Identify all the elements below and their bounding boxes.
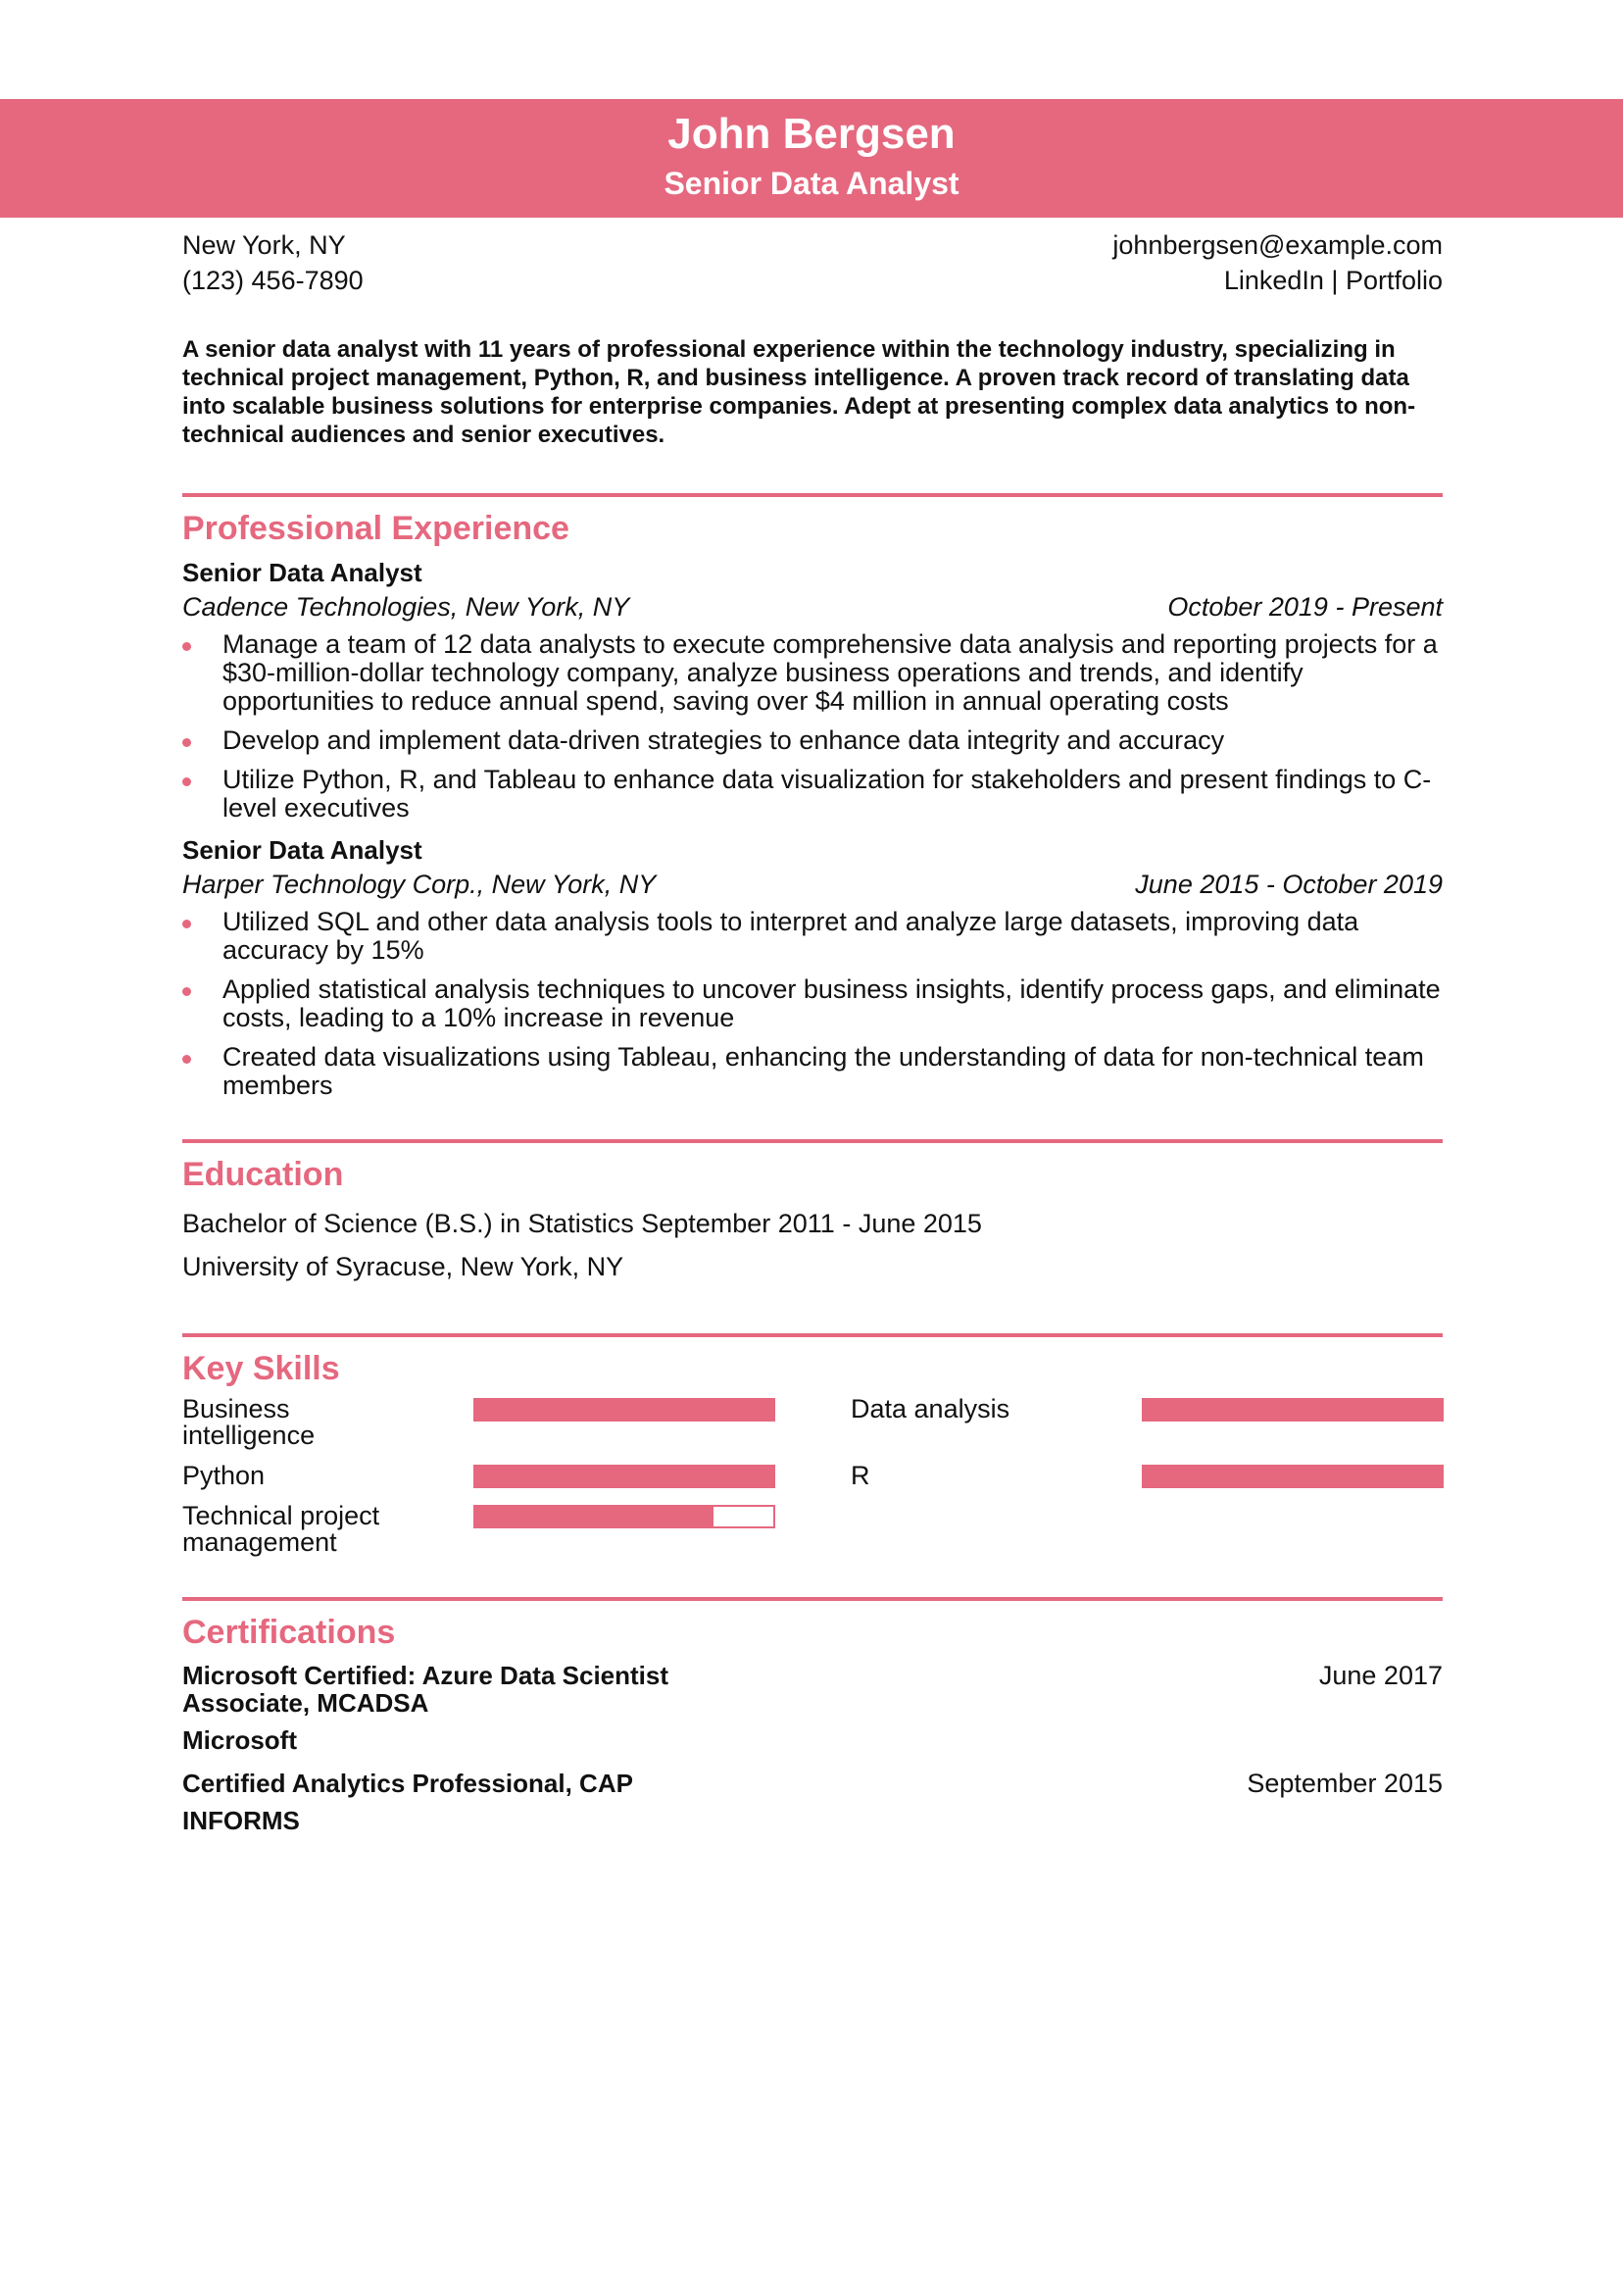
cert-date: September 2015 xyxy=(1247,1769,1443,1798)
skill-bar xyxy=(473,1398,775,1422)
contact-left xyxy=(182,227,364,298)
summary: A senior data analyst with 11 years of professional experience within the technology industry, specializing in technical project management, Python, R, and business intelligence. A proven track record of translating data into scalable business solutions for enterprise companies. Adept at presenting complex data analytics to non-technical audiences and senior executives. xyxy=(182,336,1416,448)
experience-heading: Professional Experience xyxy=(182,510,569,547)
resume-body xyxy=(182,227,1443,1850)
skills-heading: Key Skills xyxy=(182,1350,340,1387)
bullet-item xyxy=(182,630,1443,716)
bullet-item xyxy=(182,975,1443,1032)
bullet-text: Created data visualizations using Tableau, enhancing the understanding of data for non-technical team members xyxy=(222,1042,1424,1100)
bullet-dot-icon xyxy=(182,738,191,747)
skill-bar xyxy=(1142,1465,1444,1488)
job-company: Harper Technology Corp., New York, NY xyxy=(182,870,657,899)
location: New York, NY xyxy=(182,230,346,260)
cert-issuer: Microsoft xyxy=(182,1725,297,1755)
certifications-section xyxy=(182,1597,1443,1838)
skill-name: Technical project management xyxy=(182,1501,380,1557)
skill-fill xyxy=(475,1507,713,1526)
contact-block xyxy=(182,227,1443,298)
job-entry xyxy=(182,556,1443,823)
education-section xyxy=(182,1139,1443,1288)
bullet-dot-icon xyxy=(182,642,191,651)
job-title: Senior Data Analyst xyxy=(182,835,422,865)
skill-fill xyxy=(475,1467,773,1486)
certifications-heading: Certifications xyxy=(182,1614,396,1651)
skill-name: R xyxy=(851,1461,870,1490)
bullet-dot-icon xyxy=(182,1055,191,1064)
bullet-text: Develop and implement data-driven strategies to enhance data integrity and accuracy xyxy=(222,725,1225,755)
job-entry xyxy=(182,833,1443,1100)
bullet-text: Applied statistical analysis techniques to uncover business insights, identify process gaps, and eliminate costs, leading to a 10% increase in revenue xyxy=(222,974,1441,1032)
skill-name: Business intelligence xyxy=(182,1394,316,1450)
skill-fill xyxy=(475,1400,773,1420)
bullet-text: Utilized SQL and other data analysis tools to interpret and analyze large datasets, improving data accuracy by 15% xyxy=(222,907,1359,965)
phone: (123) 456-7890 xyxy=(182,266,364,295)
cert-date: June 2017 xyxy=(1318,1661,1443,1690)
job-company: Cadence Technologies, New York, NY xyxy=(182,592,630,622)
experience-section xyxy=(182,493,1443,1100)
job-title: Senior Data Analyst xyxy=(182,558,422,587)
degree-line: Bachelor of Science (B.S.) in Statistics September 2011 - June 2015 xyxy=(182,1209,982,1238)
bullet-item xyxy=(182,726,1443,755)
bullet-item xyxy=(182,908,1443,965)
cert-name: Microsoft Certified: Azure Data Scientist Associate, MCADSA xyxy=(182,1661,669,1718)
skills-section xyxy=(182,1333,1443,1556)
job-dates: June 2015 - October 2019 xyxy=(1135,870,1443,899)
header-band xyxy=(0,99,1623,218)
bullet-dot-icon xyxy=(182,920,191,928)
cert-row xyxy=(182,1770,1443,1797)
skill-fill xyxy=(1144,1467,1442,1486)
candidate-name: John Bergsen xyxy=(667,110,956,158)
skill-fill xyxy=(1144,1400,1442,1420)
education-heading: Education xyxy=(182,1156,344,1193)
cert-row xyxy=(182,1662,1443,1717)
skills-grid xyxy=(182,1396,1443,1556)
skill-bar xyxy=(473,1505,775,1528)
contact-right xyxy=(1112,227,1443,298)
bullet-dot-icon xyxy=(182,777,191,786)
bullet-dot-icon xyxy=(182,987,191,996)
bullet-text: Manage a team of 12 data analysts to execute comprehensive data analysis and reporting projects for a $30-million-dollar technology company, analyze business operations and trends, and identify opportunities to reduce annual spend, saving over $4 million in annual operating costs xyxy=(222,629,1438,716)
skill-bar xyxy=(1142,1398,1444,1422)
candidate-title: Senior Data Analyst xyxy=(664,166,959,201)
job-bullets xyxy=(182,908,1443,1100)
certification-entry xyxy=(182,1770,1443,1838)
job-dates: October 2019 - Present xyxy=(1167,592,1443,622)
cert-issuer: INFORMS xyxy=(182,1806,300,1835)
bullet-item xyxy=(182,766,1443,823)
school-line: University of Syracuse, New York, NY xyxy=(182,1252,624,1281)
skill-name: Python xyxy=(182,1461,266,1490)
job-bullets xyxy=(182,630,1443,823)
email-link[interactable]: johnbergsen@example.com xyxy=(1112,230,1443,260)
job-meta xyxy=(182,867,1443,902)
skill-bar xyxy=(473,1465,775,1488)
certification-entry xyxy=(182,1662,1443,1758)
bullet-item xyxy=(182,1043,1443,1100)
profile-links[interactable]: LinkedIn | Portfolio xyxy=(1223,266,1443,295)
job-meta xyxy=(182,589,1443,624)
cert-name: Certified Analytics Professional, CAP xyxy=(182,1769,633,1798)
skill-name: Data analysis xyxy=(851,1394,1010,1423)
bullet-text: Utilize Python, R, and Tableau to enhance data visualization for stakeholders and present findings to C-level executives xyxy=(222,765,1432,823)
